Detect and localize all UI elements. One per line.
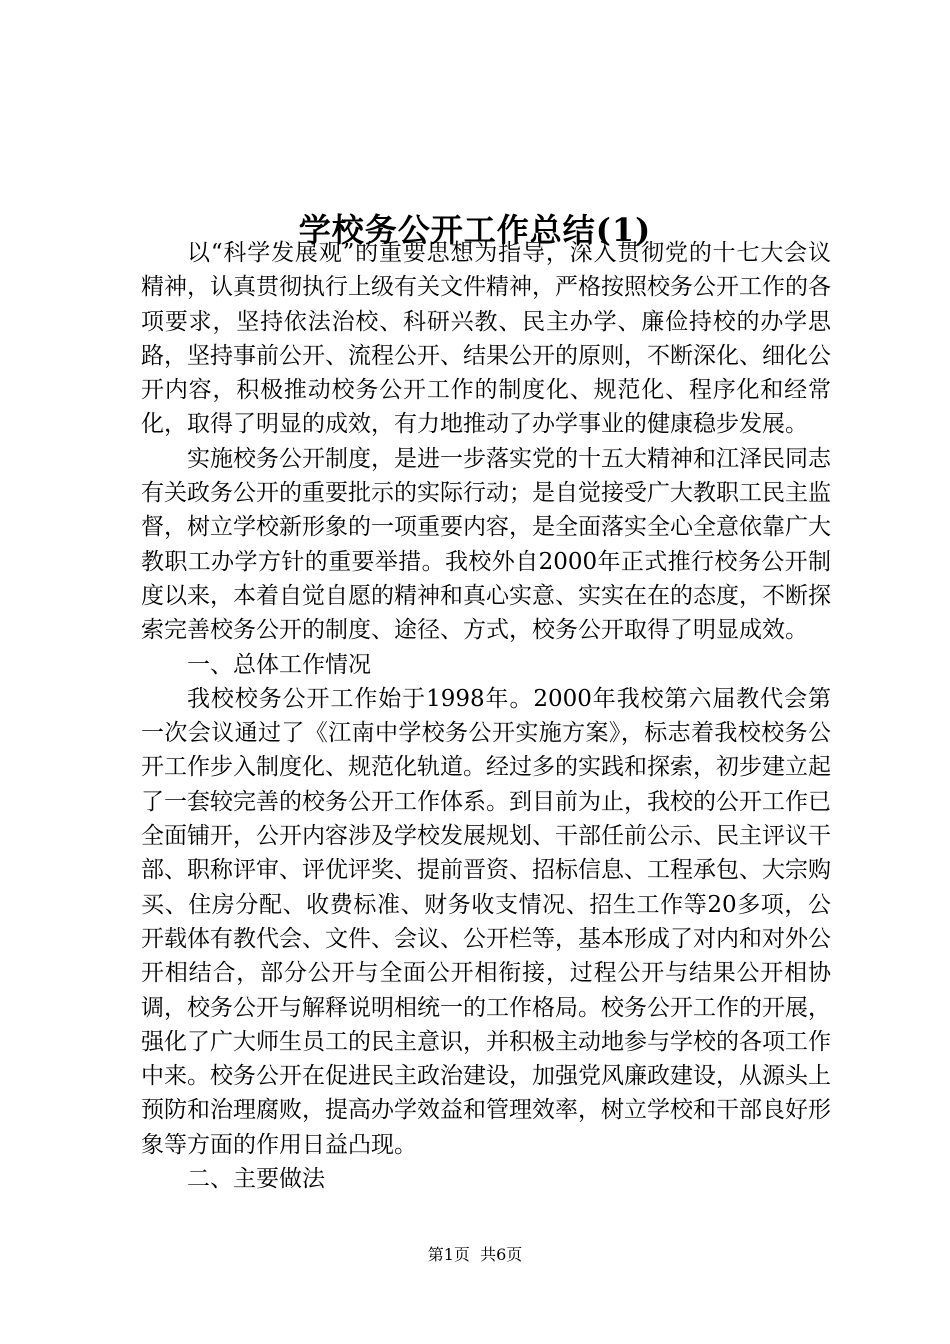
document-title: 学校务公开工作总结(1) [298, 211, 652, 250]
paragraph-overall: 我校校务公开工作始于1998年。2000年我校第六届教代会第一次会议通过了《江南中学校务公开实施方案》，标志着我校校务公开工作步入制度化、规范化轨道。经过多的实践和探索，初步建立起了一套较完善的校务公开工作体系。到目前为止，我校的公开工作已全面铺开，公开内容涉及学校发展规划、干部任前公示、民主评议干部、职称评审、评优评奖、提前晋资、招标信息、工程承包、大宗购买、住房分配、收费标准、财务收支情况、招生工作等20多项，公开载体有教代会、文件、会议、公开栏等，基本形成了对内和对外公开相结合，部分公开与全面公开相衔接，过程公开与结果公开相协调，校务公开与解释说明相统一的工作格局。校务公开工作的开展，强化了广大师生员工的民主意识，并积极主动地参与学校的各项工作中来。校务公开在促进民主政治建设，加强党风廉政建设，从源头上预防和治理腐败，提高办学效益和管理效率，树立学校和干部良好形象等方面的作用日益凸现。 [141, 685, 831, 1158]
paragraph-intro: 以“科学发展观”的重要思想为指导，深入贯彻党的十七大会议精神，认真贯彻执行上级有关文件精神，严格按照校务公开工作的各项要求，坚持依法治校、科研兴教、民主办学、廉俭持校的办学思路，坚持事前公开、流程公开、结果公开的原则，不断深化、细化公开内容，积极推动校务公开工作的制度化、规范化、程序化和经常化，取得了明显的成效，有力地推动了办学事业的健康稳步发展。 [141, 240, 831, 438]
paragraph-implementation: 实施校务公开制度，是进一步落实党的十五大精神和江泽民同志有关政务公开的重要批示的实际行动；是自觉接受广大教职工民主监督，树立学校新形象的一项重要内容，是全面落实全心全意依靠广大教职工办学方针的重要举措。我校外自2000年正式推行校务公开制度以来，本着自觉自愿的精神和真心实意、实实在在的态度，不断探索完善校务公开的制度、途径、方式，校务公开取得了明显成效。 [141, 445, 831, 644]
section-heading-methods: 二、主要做法 [187, 1166, 325, 1193]
document-body [141, 236, 831, 1196]
section-heading-overall: 一、总体工作情况 [187, 651, 371, 678]
page-number-footer: 第1页 共6页 [427, 1245, 523, 1264]
